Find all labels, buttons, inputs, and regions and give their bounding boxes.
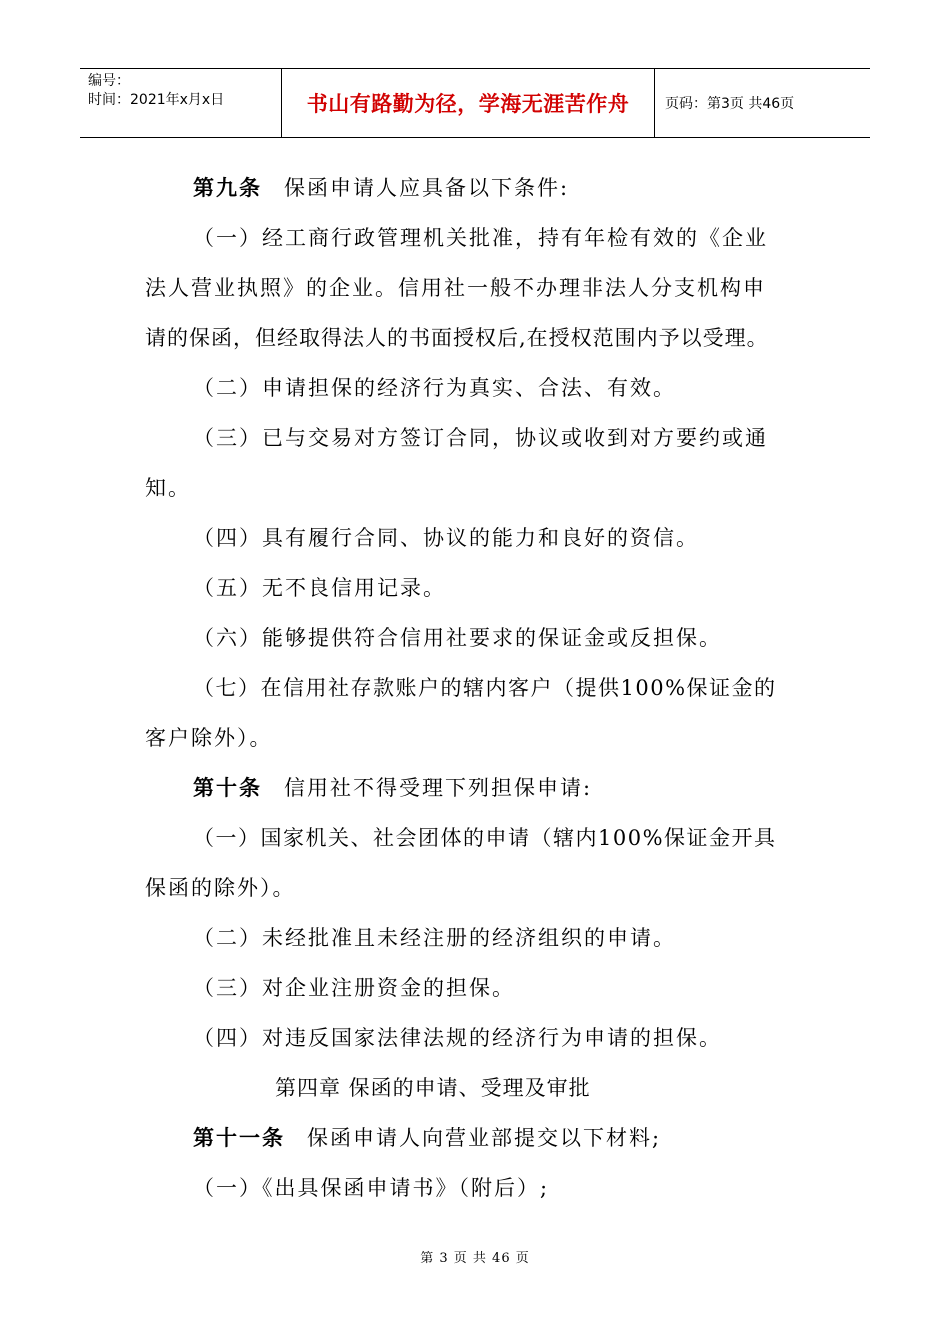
paragraph-line: 知。	[145, 476, 191, 500]
paragraph-line: 请的保函，但经取得法人的书面授权后,在授权范围内予以受理。	[145, 326, 769, 350]
page-footer: 第 3 页 共 46 页	[420, 1251, 530, 1266]
chapter-4-heading: 第四章 保函的申请、受理及审批	[275, 1076, 591, 1100]
paragraph-line: （七）在信用社存款账户的辖内客户（提供100%保证金的	[193, 676, 777, 700]
paragraph-line: （六）能够提供符合信用社要求的保证金或反担保。	[193, 626, 722, 650]
article-9-title: 第九条	[193, 176, 262, 200]
header-page-info: 页码：第3页 共46页	[665, 96, 795, 112]
paragraph-line: （一）经工商行政管理机关批准，持有年检有效的《企业	[193, 226, 768, 250]
paragraph-line: （四）具有履行合同、协议的能力和良好的资信。	[193, 526, 699, 550]
paragraph-line: 法人营业执照》的企业。信用社一般不办理非法人分支机构申	[145, 276, 766, 300]
paragraph-line: （一）《出具保函申请书》（附后）;	[193, 1176, 550, 1200]
article-9-text: 保函申请人应具备以下条件:	[284, 176, 570, 200]
article-9	[193, 172, 569, 202]
paragraph-line: （二）未经批准且未经注册的经济组织的申请。	[193, 926, 676, 950]
article-10-text: 信用社不得受理下列担保申请:	[284, 776, 593, 800]
article-11-title: 第十一条	[193, 1126, 285, 1150]
document-date: 时间：2021年x月x日	[88, 92, 225, 108]
article-11	[193, 1122, 661, 1152]
paragraph-line: 保函的除外）。	[145, 876, 296, 900]
header-meta	[80, 69, 282, 137]
article-10	[193, 772, 592, 802]
paragraph-line: （一）国家机关、社会团体的申请（辖内100%保证金开具	[193, 826, 777, 850]
paragraph-line: （三）对企业注册资金的担保。	[193, 976, 515, 1000]
article-10-title: 第十条	[193, 776, 262, 800]
page-header	[80, 68, 870, 138]
article-11-text: 保函申请人向营业部提交以下材料;	[307, 1126, 662, 1150]
paragraph-line: （三）已与交易对方签订合同，协议或收到对方要约或通	[193, 426, 768, 450]
document-number: 编号：	[88, 73, 130, 89]
paragraph-line: 客户除外）。	[145, 726, 273, 750]
paragraph-line: （五）无不良信用记录。	[193, 576, 446, 600]
paragraph-line: （四）对违反国家法律法规的经济行为申请的担保。	[193, 1026, 722, 1050]
header-motto: 书山有路勤为径，学海无涯苦作舟	[282, 69, 655, 137]
paragraph-line: （二）申请担保的经济行为真实、合法、有效。	[193, 376, 676, 400]
